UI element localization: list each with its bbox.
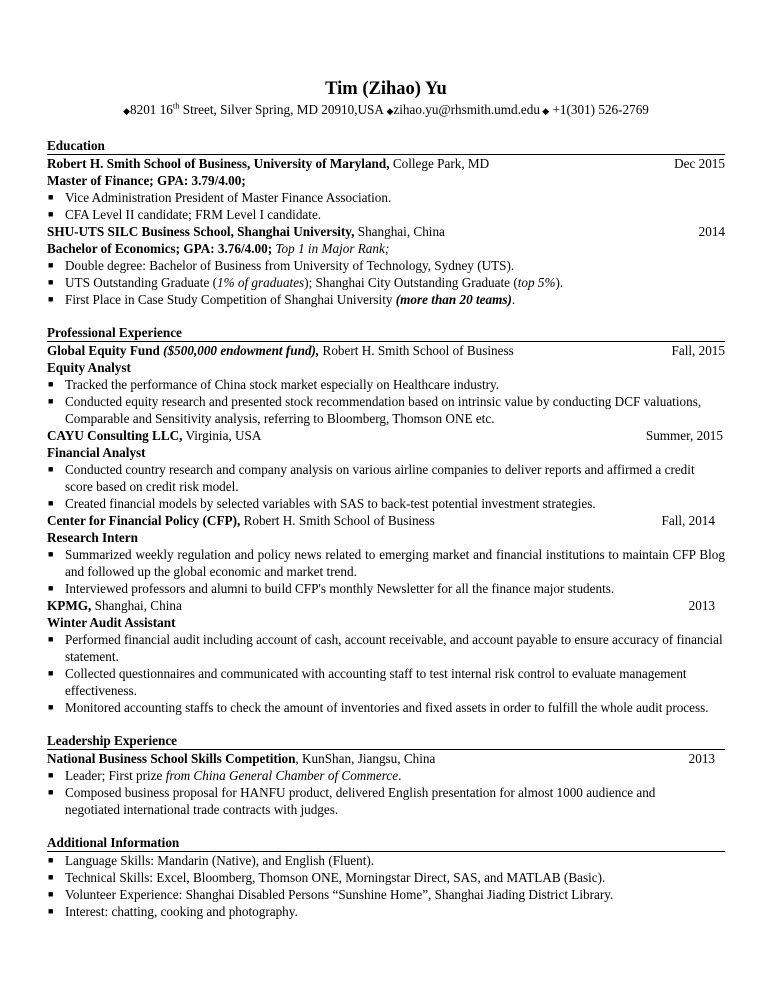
- text-span: ); Shanghai City Outstanding Graduate (: [304, 275, 518, 290]
- text-span: Leader; First prize: [65, 768, 166, 783]
- phone-text: +1(301) 526-2769: [549, 102, 649, 117]
- square-bullet-icon: ■: [48, 277, 54, 287]
- text-span: top 5%: [517, 275, 556, 290]
- section-heading-education: Education: [47, 138, 725, 155]
- square-bullet-icon: ■: [48, 294, 54, 304]
- diamond-icon: ◆: [386, 106, 394, 116]
- job-bullets: [47, 461, 725, 512]
- square-bullet-icon: ■: [48, 770, 54, 780]
- text-span: (more than 20 teams): [395, 292, 512, 307]
- bullet-text: Monitored accounting staffs to check the amount of inventories and fixed assets in order to fulfill the whole audit process.: [65, 700, 709, 715]
- list-item: [47, 665, 725, 699]
- job-date: Summer, 2015: [645, 428, 723, 443]
- job-date: Fall, 2015: [671, 343, 725, 358]
- org-name: KPMG,: [47, 598, 92, 613]
- bullet-text: Language Skills: Mandarin (Native), and English (Fluent).: [65, 853, 375, 868]
- square-bullet-icon: ■: [48, 634, 54, 644]
- list-item: [47, 376, 725, 393]
- school-date: 2014: [698, 224, 725, 239]
- education-school-row: [47, 223, 725, 240]
- list-item: [47, 869, 725, 886]
- square-bullet-icon: ■: [48, 668, 54, 678]
- list-item: [47, 257, 725, 274]
- job-role: Financial Analyst: [47, 445, 146, 460]
- section-heading-leadership: Leadership Experience: [47, 733, 725, 750]
- text-span: First Place in Case Study Competition of Shanghai University: [65, 292, 396, 307]
- square-bullet-icon: ■: [48, 396, 54, 406]
- address-text-rest: Street, Silver Spring, MD 20910,USA: [179, 102, 387, 117]
- org-name: CAYU Consulting LLC,: [47, 428, 183, 443]
- org-location: , KunShan, Jiangsu, China: [295, 751, 436, 766]
- list-item: [47, 495, 725, 512]
- text-span: 1% of graduates: [217, 275, 305, 290]
- square-bullet-icon: ■: [48, 906, 54, 916]
- bullet-text: [65, 291, 725, 308]
- list-item: [47, 580, 725, 597]
- list-item: [47, 903, 725, 920]
- square-bullet-icon: ■: [48, 192, 54, 202]
- leadership-bullets: [47, 767, 725, 818]
- contact-line: [47, 101, 725, 120]
- leadership-header-row: [47, 750, 725, 767]
- job-header-row: [47, 512, 725, 529]
- square-bullet-icon: ■: [48, 702, 54, 712]
- text-span: UTS Outstanding Graduate (: [65, 275, 217, 290]
- section-heading-additional: Additional Information: [47, 835, 725, 852]
- bullet-text: Conducted country research and company analysis on various airline companies to deliver reports and affirmed a credit score based on credit risk model.: [65, 462, 695, 494]
- job-header-row: [47, 427, 725, 444]
- bullet-text: Interest: chatting, cooking and photography.: [65, 904, 298, 919]
- school-name: Robert H. Smith School of Business, University of Maryland,: [47, 156, 390, 171]
- address-text: 8201 16: [130, 102, 173, 117]
- diamond-icon: ◆: [539, 106, 550, 116]
- list-item: [47, 393, 725, 427]
- bullet-text: Conducted equity research and presented stock recommendation based on intrinsic value by conducting DCF valuations, Comparable and Sensitivity analysis, referring to Bloomberg, Thomson ONE etc.: [65, 394, 702, 426]
- bullet-text: Double degree: Bachelor of Business from University of Technology, Sydney (UTS).: [65, 258, 515, 273]
- list-item: [47, 631, 725, 665]
- square-bullet-icon: ■: [48, 260, 54, 270]
- square-bullet-icon: ■: [48, 209, 54, 219]
- org-note: ($500,000 endowment fund),: [159, 343, 320, 358]
- list-item: [47, 461, 725, 495]
- degree-line: Master of Finance; GPA: 3.79/4.00;: [47, 173, 246, 188]
- diamond-icon: ◆: [123, 106, 131, 116]
- bullet-text: CFA Level II candidate; FRM Level I candidate.: [65, 207, 322, 222]
- bullet-text: [65, 274, 725, 291]
- text-span: ).: [555, 275, 564, 290]
- bullet-text: [65, 767, 725, 784]
- text-span: .: [511, 292, 516, 307]
- bullet-text: Tracked the performance of China stock market especially on Healthcare industry.: [65, 377, 500, 392]
- job-role: Equity Analyst: [47, 360, 131, 375]
- square-bullet-icon: ■: [48, 464, 54, 474]
- bullet-text: Created financial models by selected variables with SAS to back-test potential investment strategies.: [65, 496, 596, 511]
- org-location: Shanghai, China: [91, 598, 182, 613]
- square-bullet-icon: ■: [48, 855, 54, 865]
- list-item: [47, 546, 725, 580]
- list-item: [47, 291, 725, 308]
- job-header-row: [47, 597, 725, 614]
- education-bullets: [47, 189, 725, 223]
- square-bullet-icon: ■: [48, 583, 54, 593]
- bullet-text: Technical Skills: Excel, Bloomberg, Thomson ONE, Morningstar Direct, SAS, and MATLAB (Basic).: [65, 870, 606, 885]
- text-span: .: [398, 768, 402, 783]
- square-bullet-icon: ■: [48, 872, 54, 882]
- school-location: College Park, MD: [389, 156, 490, 171]
- education-school-row: [47, 155, 725, 172]
- bullet-text: Summarized weekly regulation and policy news related to emerging market and financial institutions to maintain CFP Blog and followed up the global economic and market trend.: [65, 547, 725, 579]
- bullet-text: Volunteer Experience: Shanghai Disabled Persons “Sunshine Home”, Shanghai Jiading District Library.: [65, 887, 614, 902]
- bullet-text: Vice Administration President of Master Finance Association.: [65, 190, 392, 205]
- job-role: Research Intern: [47, 530, 138, 545]
- job-bullets: [47, 376, 725, 427]
- square-bullet-icon: ■: [48, 379, 54, 389]
- school-location: Shanghai, China: [354, 224, 445, 239]
- job-header-row: [47, 342, 725, 359]
- section-heading-experience: Professional Experience: [47, 325, 725, 342]
- degree-text: Bachelor of Economics; GPA: 3.76/4.00;: [47, 241, 273, 256]
- job-date: Fall, 2014: [661, 513, 715, 528]
- list-item: [47, 189, 725, 206]
- degree-note: Top 1 in Major Rank;: [272, 241, 390, 256]
- bullet-text: Collected questionnaires and communicated with accounting staff to test internal risk control to evaluate management effectiveness.: [65, 666, 687, 698]
- education-bullets: [47, 257, 725, 308]
- org-location: Robert H. Smith School of Business: [240, 513, 435, 528]
- job-bullets: [47, 631, 725, 716]
- square-bullet-icon: ■: [48, 889, 54, 899]
- leadership-date: 2013: [688, 751, 715, 766]
- org-location: Virginia, USA: [182, 428, 262, 443]
- org-name: National Business School Skills Competition: [47, 751, 296, 766]
- job-role: Winter Audit Assistant: [47, 615, 176, 630]
- list-item: [47, 699, 725, 716]
- bullet-text: Interviewed professors and alumni to build CFP's monthly Newsletter for all the finance major students.: [65, 581, 615, 596]
- list-item: [47, 206, 725, 223]
- bullet-text: Composed business proposal for HANFU product, delivered English presentation for almost 1000 audience and negotiated international trade contracts with judges.: [65, 785, 656, 817]
- square-bullet-icon: ■: [48, 787, 54, 797]
- text-span: from China General Chamber of Commerce: [165, 768, 399, 783]
- org-name: Global Equity Fund: [47, 343, 160, 358]
- square-bullet-icon: ■: [48, 498, 54, 508]
- school-name: SHU-UTS SILC Business School, Shanghai University,: [47, 224, 355, 239]
- org-location: Robert H. Smith School of Business: [319, 343, 514, 358]
- resume-page: [47, 78, 725, 920]
- list-item: [47, 886, 725, 903]
- org-name: Center for Financial Policy (CFP),: [47, 513, 241, 528]
- school-date: Dec 2015: [674, 156, 725, 171]
- bullet-text: Performed financial audit including account of cash, account receivable, and account payable to ensure accuracy of financial statement.: [65, 632, 723, 664]
- square-bullet-icon: ■: [48, 549, 54, 559]
- candidate-name: Tim (Zihao) Yu: [325, 79, 447, 99]
- degree-line: [47, 240, 725, 257]
- list-item: [47, 274, 725, 291]
- list-item: [47, 784, 725, 818]
- additional-bullets: [47, 852, 725, 920]
- list-item: [47, 852, 725, 869]
- list-item: [47, 767, 725, 784]
- address-ordinal: th: [172, 100, 180, 111]
- email-text[interactable]: zihao.yu@rhsmith.umd.edu: [393, 102, 540, 117]
- job-date: 2013: [688, 598, 715, 613]
- job-bullets: [47, 546, 725, 597]
